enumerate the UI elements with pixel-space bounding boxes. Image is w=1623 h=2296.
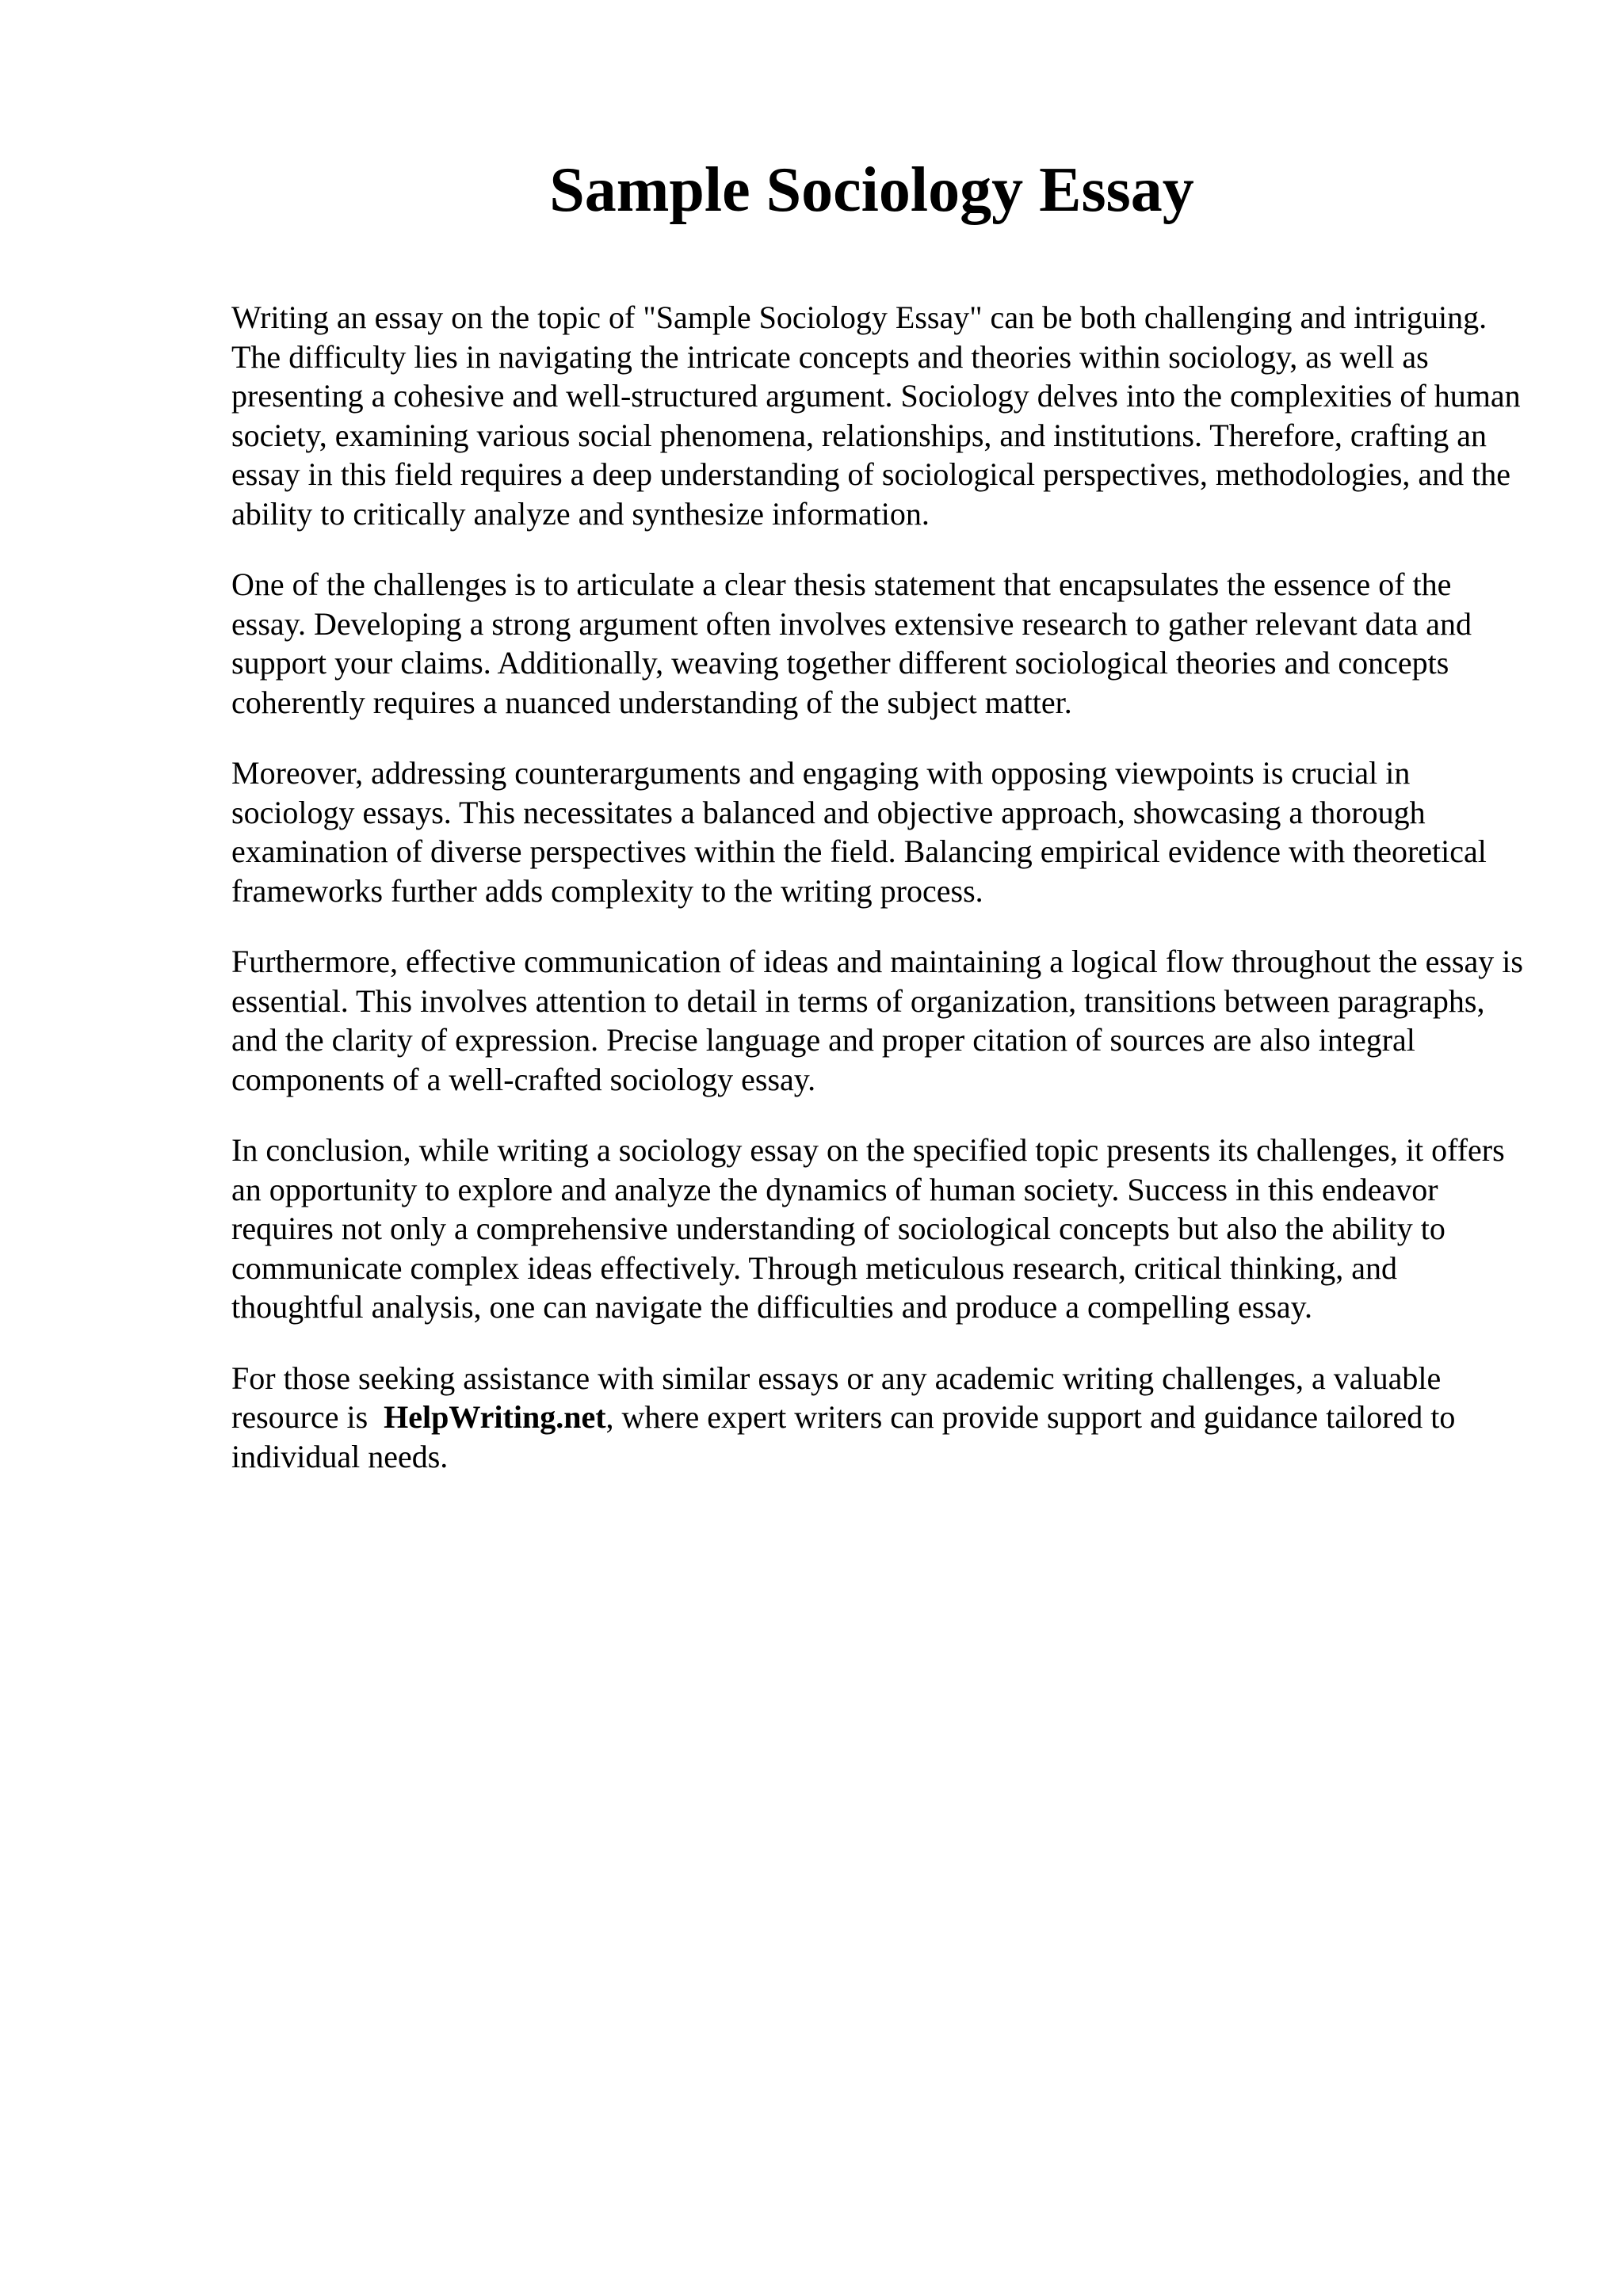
closing-text-after: , where expert writers can provide support and guidance tailored to individual needs. — [231, 1399, 1456, 1474]
essay-body — [231, 298, 1523, 1508]
page-title: Sample Sociology Essay — [549, 155, 1194, 225]
paragraph-3: Moreover, addressing counterarguments and engaging with opposing viewpoints is crucial in sociology essays. This necessitates a balanced and objective approach, showcasing a thorough examination of diverse perspectives within the field. Balancing empirical evidence with theoretical frameworks further adds complexity to the writing process. — [231, 755, 1487, 909]
paragraph-4: Furthermore, effective communication of ideas and maintaining a logical flow throughout the essay is essential. This involves attention to detail in terms of organization, transitions between paragraphs, and the clarity of expression. Precise language and proper citation of sources are also integral components of a well-crafted sociology essay. — [231, 944, 1523, 1097]
closing-paragraph — [231, 1359, 1523, 1477]
helpwriting-link[interactable]: HelpWriting.net — [384, 1399, 606, 1435]
paragraph-2: One of the challenges is to articulate a clear thesis statement that encapsulates the essence of the essay. Developing a strong argument often involves extensive research to gather relevant data and support your claims. Additionally, weaving together different sociological theories and concepts coherently requires a nuanced understanding of the subject matter. — [231, 566, 1472, 720]
paragraph-5: In conclusion, while writing a sociology essay on the specified topic presents its challenges, it offers an opportunity to explore and analyze the dynamics of human society. Success in this endeavor requires not only a comprehensive understanding of sociological concepts but also the ability to communicate complex ideas effectively. Through meticulous research, critical thinking, and thoughtful analysis, one can navigate the difficulties and produce a compelling essay. — [231, 1132, 1505, 1325]
closing-text-before: For those seeking assistance with similar essays or any academic writing challenges, a valuable resource is — [231, 1360, 1442, 1435]
paragraph-1: Writing an essay on the topic of "Sample Sociology Essay" can be both challenging and intriguing. The difficulty lies in navigating the intricate concepts and theories within sociology, as well as presenting a cohesive and well-structured argument. Sociology delves into the complexities of human society, examining various social phenomena, relationships, and institutions. Therefore, crafting an essay in this field requires a deep understanding of sociological perspectives, methodologies, and the ability to critically analyze and synthesize information. — [231, 299, 1521, 532]
